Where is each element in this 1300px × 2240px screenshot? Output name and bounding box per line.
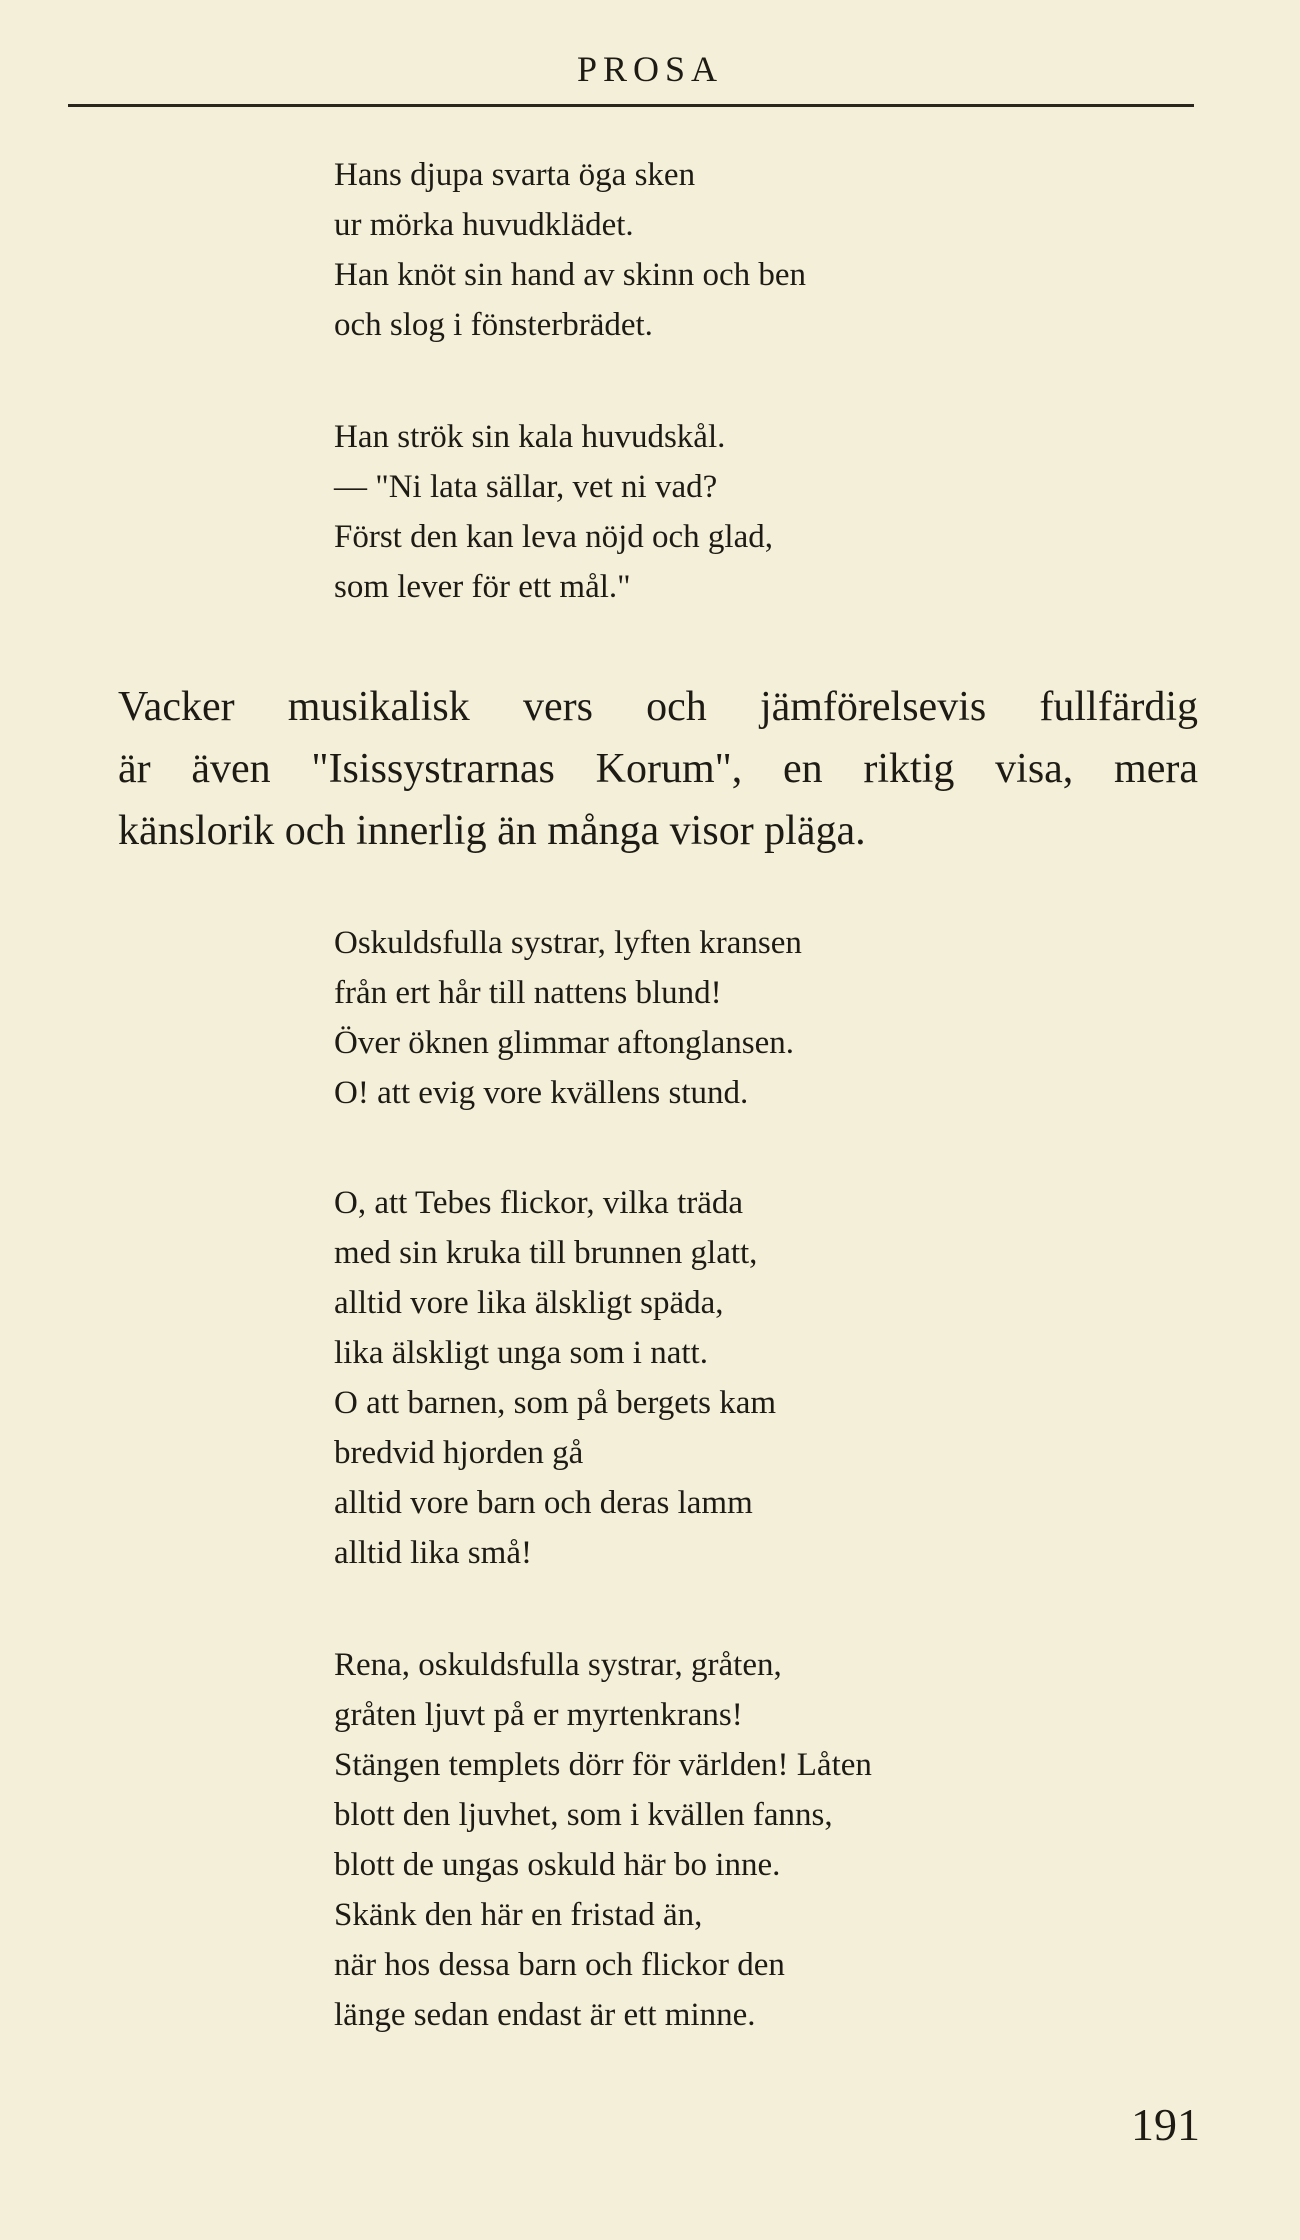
verse-line: Hans djupa svarta öga sken (334, 157, 696, 193)
poem1-stanza1 (334, 150, 1134, 350)
running-head: PROSA (576, 49, 724, 89)
verse-line: Stängen templets dörr för världen! Låten (334, 1747, 872, 1783)
verse-line: O att barnen, som på bergets kam (334, 1385, 777, 1421)
prose-paragraph (118, 676, 1198, 862)
verse-line: gråten ljuvt på er myrtenkrans! (334, 1697, 743, 1733)
page-number: 191 (1131, 2099, 1200, 2150)
poem2-stanza3 (334, 1640, 1134, 2040)
verse-line: Oskuldsfulla systrar, lyften kransen (334, 925, 802, 961)
verse-line: från ert hår till nattens blund! (334, 975, 722, 1011)
verse-line: Han knöt sin hand av skinn och ben (334, 257, 807, 293)
poem2-stanza1 (334, 918, 1134, 1118)
verse-line: med sin kruka till brunnen glatt, (334, 1235, 758, 1271)
verse-line: när hos dessa barn och flickor den (334, 1947, 785, 1983)
verse-line: alltid lika små! (334, 1535, 532, 1571)
verse-line: alltid vore lika älskligt späda, (334, 1285, 724, 1321)
verse-line: alltid vore barn och deras lamm (334, 1485, 753, 1521)
verse-line: och slog i fönsterbrädet. (334, 307, 653, 343)
verse-line: blott de ungas oskuld här bo inne. (334, 1847, 781, 1883)
verse-line: O, att Tebes flickor, vilka träda (334, 1185, 744, 1221)
poem1-stanza2 (334, 412, 1134, 612)
prose-line: är även "Isissystrarnas Korum", en riktig visa, mera (118, 746, 1198, 792)
verse-line: blott den ljuvhet, som i kvällen fanns, (334, 1797, 833, 1833)
verse-line: länge sedan endast är ett minne. (334, 1997, 756, 2033)
verse-line: Över öknen glimmar aftonglansen. (334, 1025, 795, 1061)
verse-line: lika älskligt unga som i natt. (334, 1335, 708, 1371)
verse-line: som lever för ett mål." (334, 569, 631, 605)
verse-line: O! att evig vore kvällens stund. (334, 1075, 749, 1111)
verse-line: ur mörka huvudklädet. (334, 207, 634, 243)
header-rule (68, 104, 1194, 107)
prose-line: känslorik och innerlig än många visor pläga. (118, 808, 866, 854)
poem2-stanza2 (334, 1178, 1134, 1578)
verse-line: — "Ni lata sällar, vet ni vad? (334, 469, 718, 505)
prose-line: Vacker musikalisk vers och jämförelsevis fullfärdig (118, 684, 1198, 730)
verse-line: Först den kan leva nöjd och glad, (334, 519, 773, 555)
verse-line: bredvid hjorden gå (334, 1435, 584, 1471)
verse-line: Skänk den här en fristad än, (334, 1897, 703, 1933)
verse-line: Han strök sin kala huvudskål. (334, 419, 726, 455)
verse-line: Rena, oskuldsfulla systrar, gråten, (334, 1647, 782, 1683)
